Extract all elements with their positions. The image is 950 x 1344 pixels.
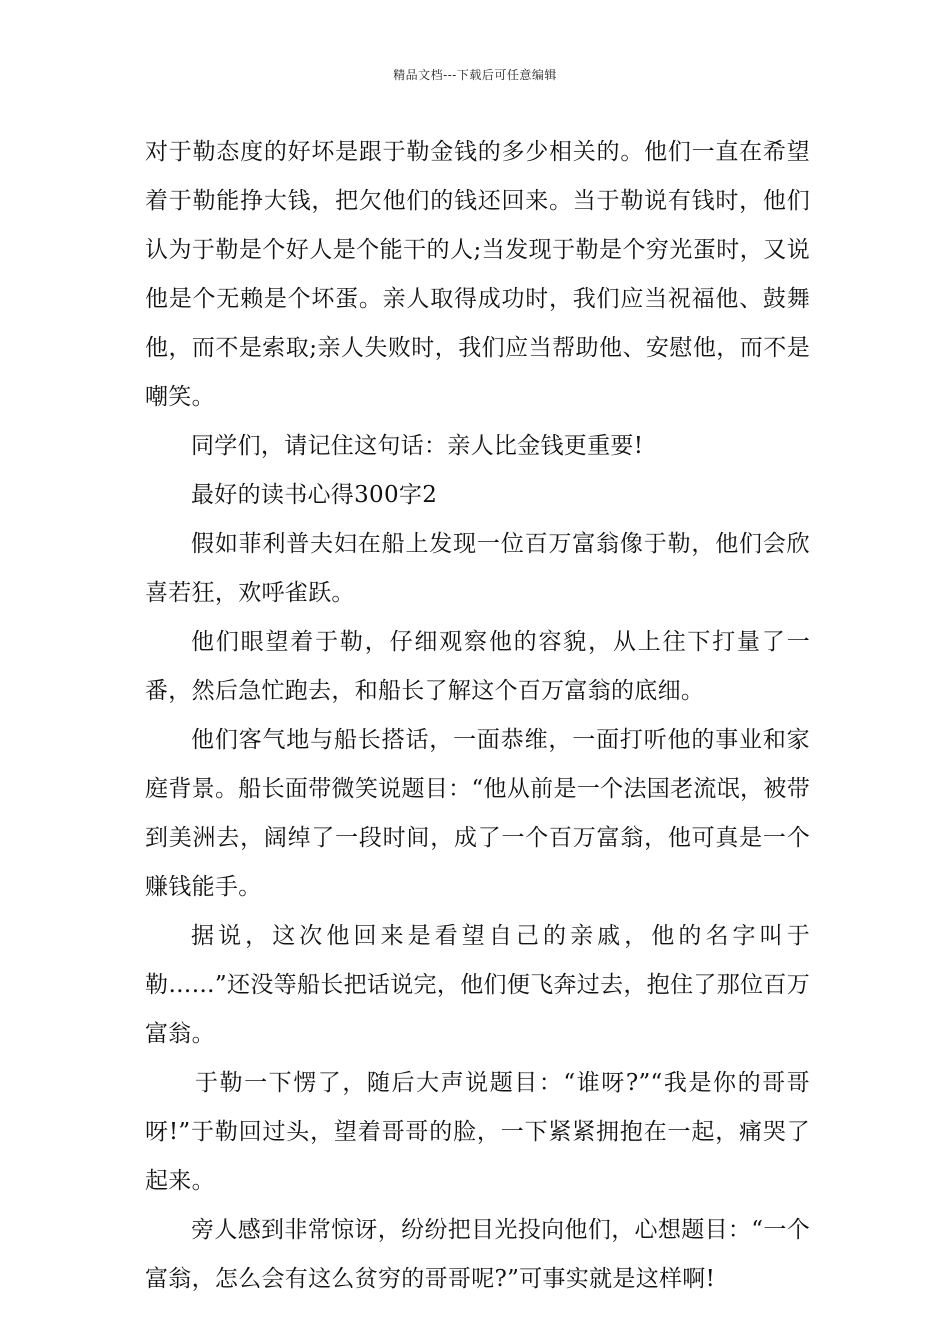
paragraph-8: 旁人感到非常惊讶，纷纷把目光投向他们，心想题目：“一个富翁，怎么会有这么贫穷的哥哥呢?”可事实就是这样啊! bbox=[145, 1217, 810, 1292]
paragraph-5: 他们客气地与船长搭话，一面恭维，一面打听他的事业和家庭背景。船长面带微笑说题目：“他从前是一个法国老流氓，被带到美洲去，阔绰了一段时间，成了一个百万富翁，他可真是一个赚钱能手。 bbox=[145, 727, 810, 900]
paragraph-4: 他们眼望着于勒，仔细观察他的容貌，从上往下打量了一番，然后急忙跑去，和船长了解这个百万富翁的底细。 bbox=[145, 629, 810, 704]
body-text bbox=[145, 128, 810, 1304]
section-heading: 最好的读书心得300字2 bbox=[191, 482, 438, 508]
paragraph-7: 于勒一下愣了，随后大声说题目：“谁呀?”“我是你的哥哥呀!”于勒回过头，望着哥哥的脸，一下紧紧拥抱在一起，痛哭了起来。 bbox=[145, 1070, 810, 1194]
paragraph-3: 假如菲利普夫妇在船上发现一位百万富翁像于勒，他们会欣喜若狂，欢呼雀跃。 bbox=[145, 531, 810, 606]
running-header: 精品文档---下载后可任意编辑 bbox=[393, 68, 557, 82]
paragraph-1: 对于勒态度的好坏是跟于勒金钱的多少相关的。他们一直在希望着于勒能挣大钱，把欠他们的钱还回来。当于勒说有钱时，他们认为于勒是个好人是个能干的人;当发现于勒是个穷光蛋时，又说他是个无赖是个坏蛋。亲人取得成功时，我们应当祝福他、鼓舞他，而不是索取;亲人失败时，我们应当帮助他、安慰他，而不是嘲笑。 bbox=[145, 139, 810, 410]
paragraph-2: 同学们，请记住这句话：亲人比金钱更重要! bbox=[191, 433, 644, 459]
paragraph-6: 据说，这次他回来是看望自己的亲戚，他的名字叫于勒……”还没等船长把话说完，他们便飞奔过去，抱住了那位百万富翁。 bbox=[145, 923, 810, 1047]
